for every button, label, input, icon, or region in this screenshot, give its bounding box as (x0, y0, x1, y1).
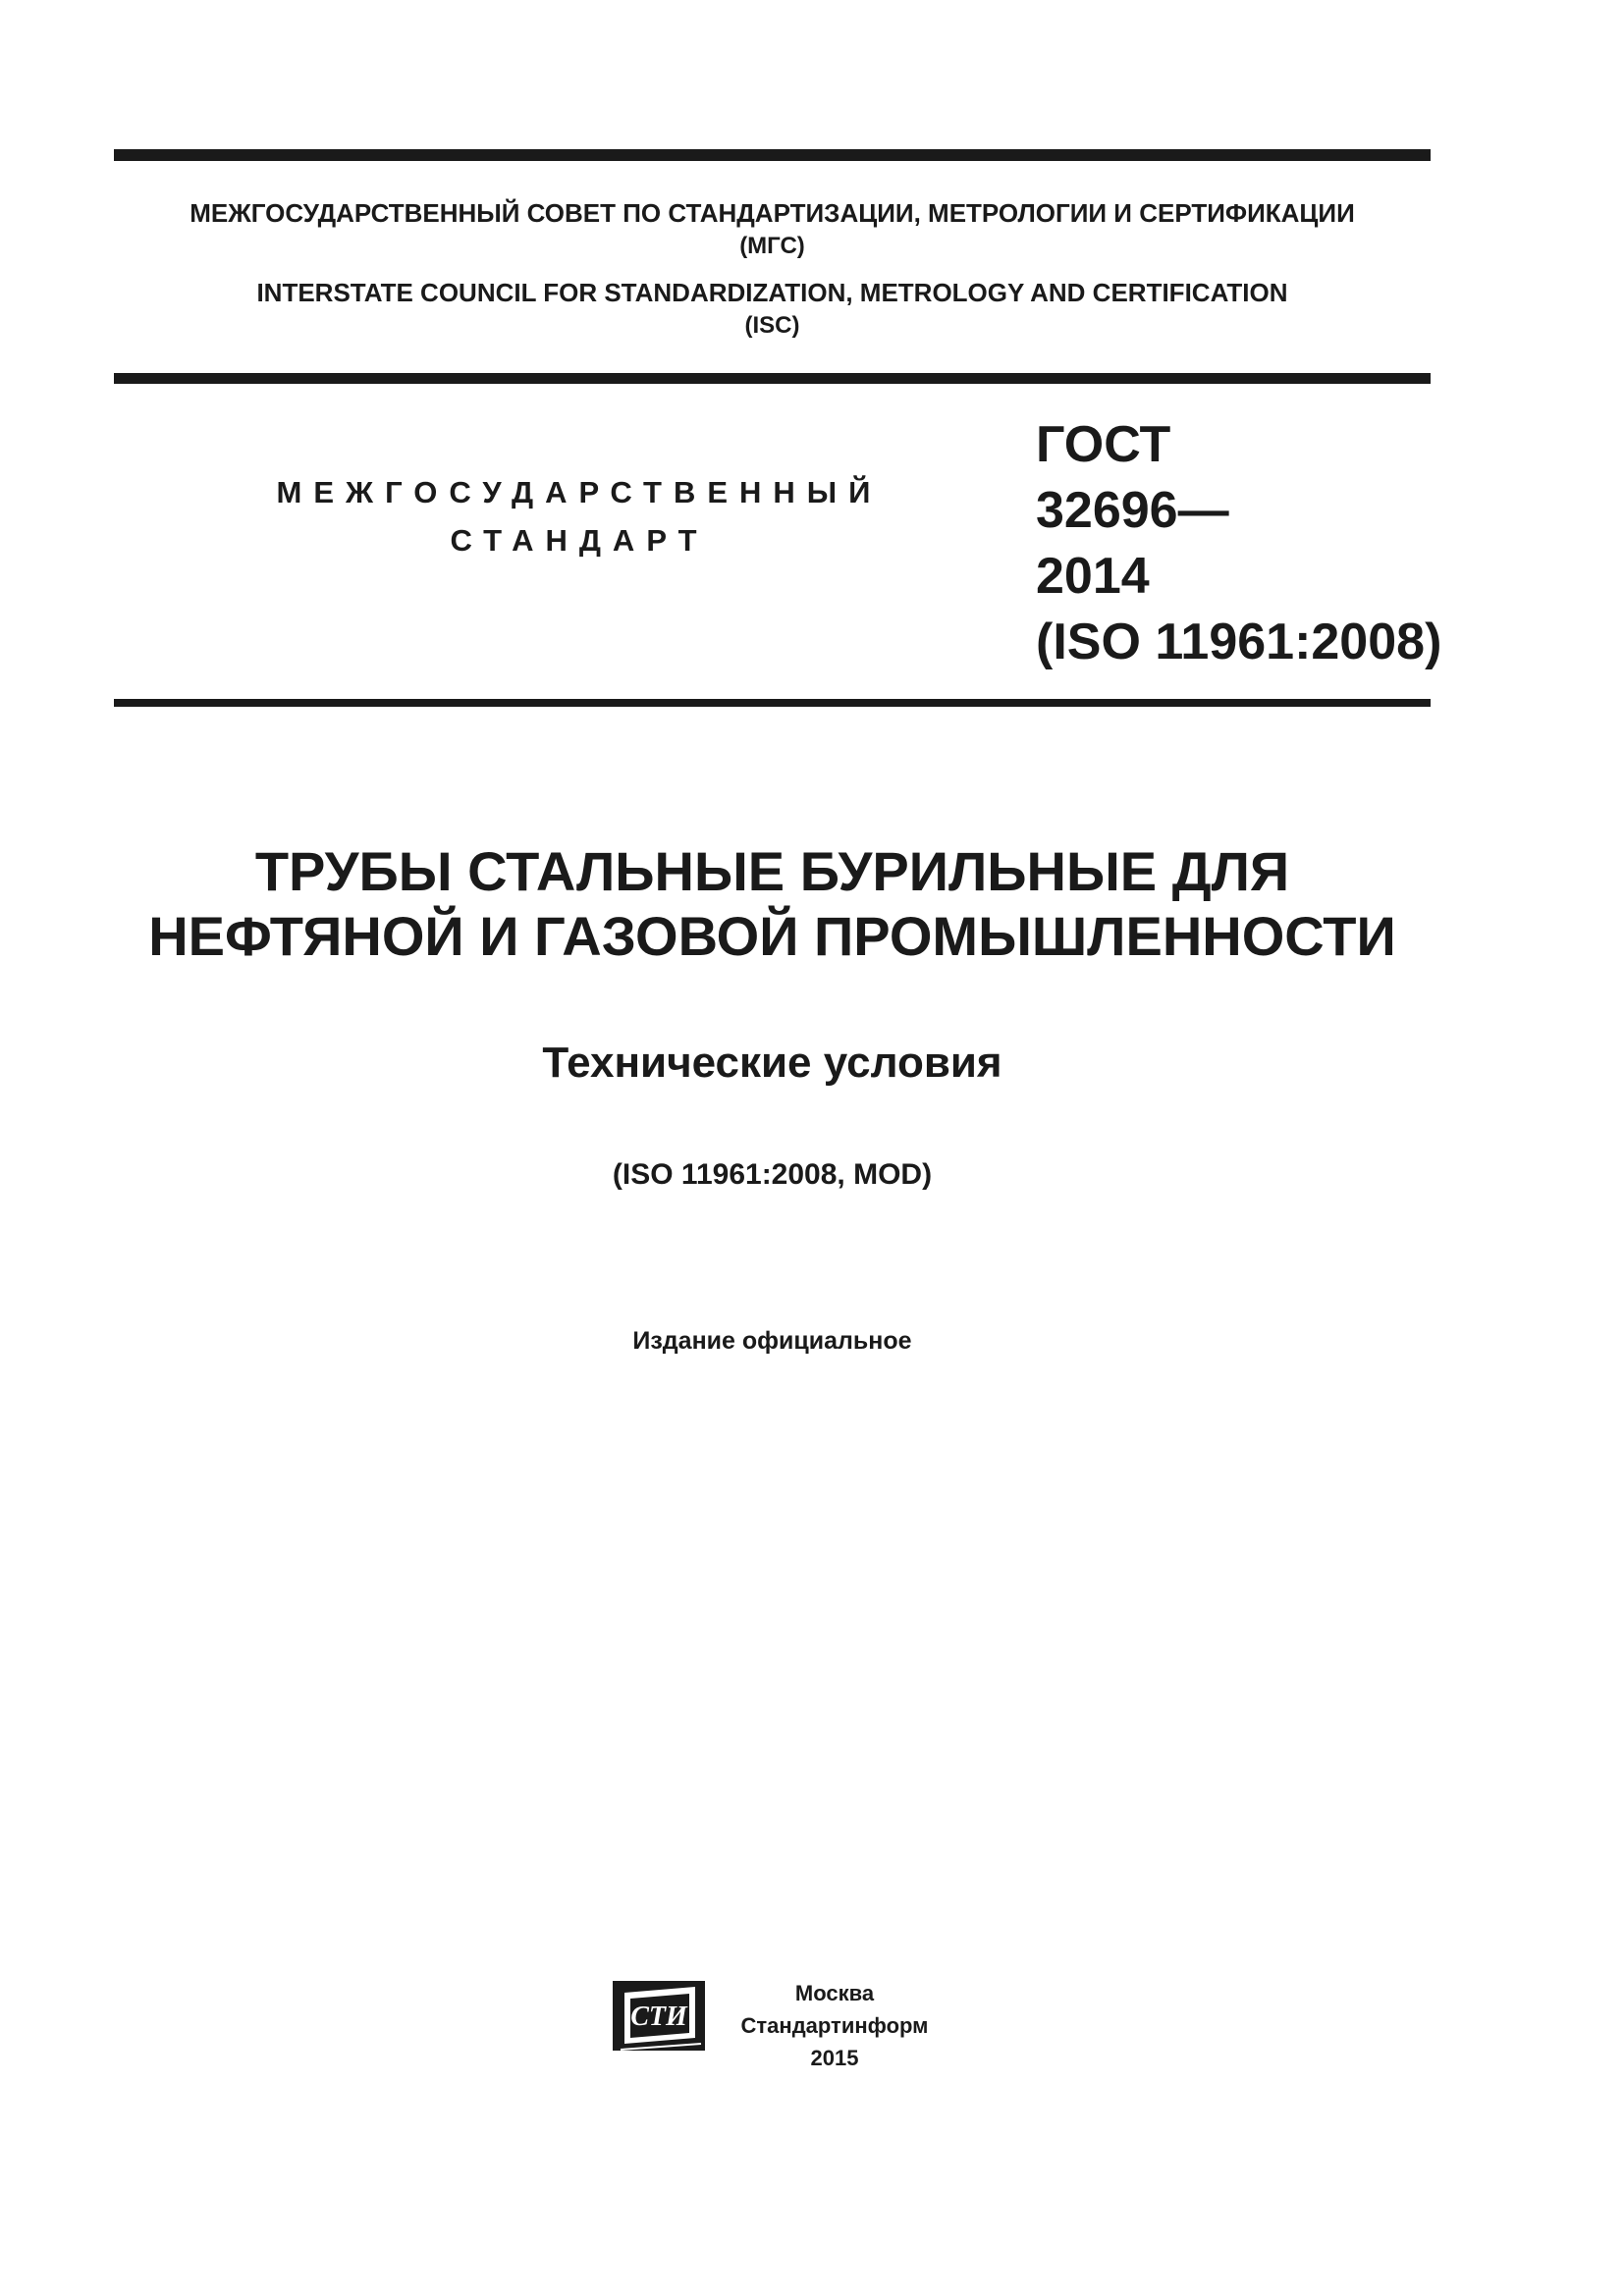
council-name-ru: МЕЖГОСУДАРСТВЕННЫЙ СОВЕТ ПО СТАНДАРТИЗАЦИИ, МЕТРОЛОГИИ И СЕРТИФИКАЦИИ (189, 198, 1355, 228)
council-name-en: INTERSTATE COUNCIL FOR STANDARDIZATION, METROLOGY AND CERTIFICATION (256, 278, 1288, 307)
designation-line4: (ISO 11961:2008) (1036, 614, 1442, 670)
document-title (114, 839, 1431, 969)
publisher-year: 2015 (810, 2046, 859, 2070)
publisher-logo-icon (611, 1979, 707, 2053)
standard-type-line1: МЕЖГОСУДАРСТВЕННЫЙ (276, 475, 883, 509)
publisher-city: Москва (794, 1981, 875, 2005)
council-abbr-ru: (МГС) (739, 233, 805, 259)
designation-line3: 2014 (1036, 548, 1150, 605)
middle-rule (114, 373, 1431, 384)
standard-type-line2: СТАНДАРТ (450, 523, 709, 558)
iso-reference: (ISO 11961:2008, MOD) (612, 1158, 933, 1191)
document-subtitle: Технические условия (542, 1039, 1002, 1087)
edition-note: Издание официальное (632, 1327, 912, 1355)
logo-text: СТИ (630, 2002, 687, 2032)
publisher-name: Стандартинформ (740, 2013, 929, 2038)
title-line2: НЕФТЯНОЙ И ГАЗОВОЙ ПРОМЫШЛЕННОСТИ (148, 905, 1396, 967)
designation-line1: ГОСТ (1036, 416, 1171, 473)
top-rule (114, 149, 1431, 161)
title-line1: ТРУБЫ СТАЛЬНЫЕ БУРИЛЬНЫЕ ДЛЯ (254, 840, 1290, 902)
designation-line2: 32696— (1036, 482, 1229, 539)
lower-rule (114, 699, 1431, 707)
council-abbr-en: (ISC) (744, 312, 800, 339)
standard-designation (1036, 412, 1441, 675)
publisher-block (707, 1977, 962, 2074)
